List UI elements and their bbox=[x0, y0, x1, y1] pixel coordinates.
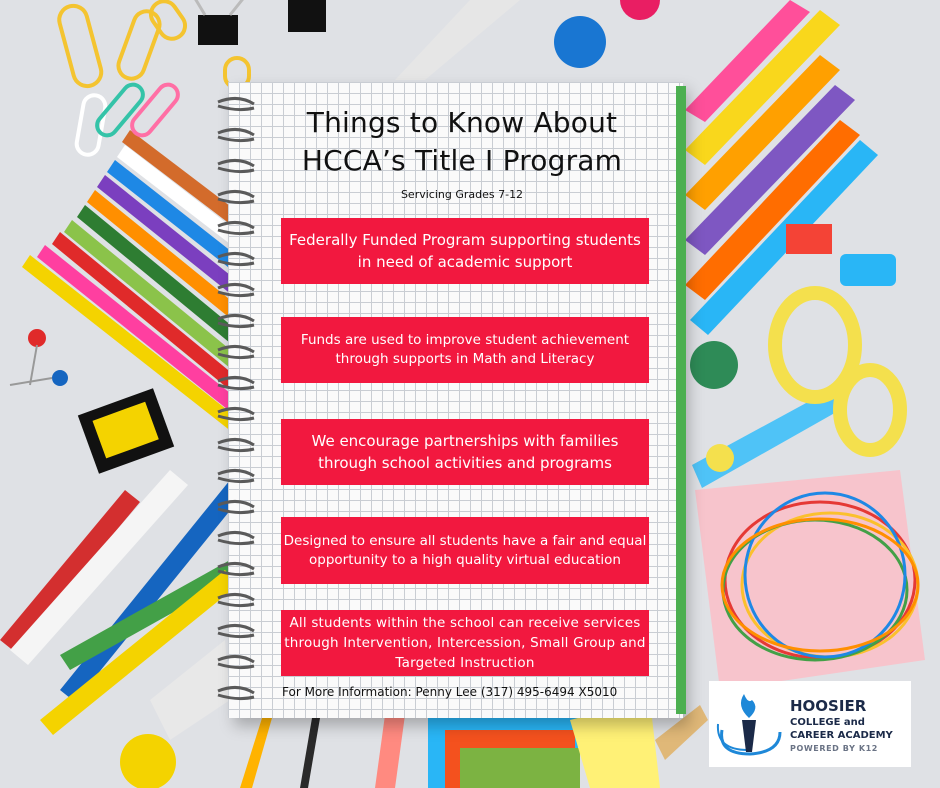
binder-clips bbox=[190, 0, 326, 45]
subtitle: Servicing Grades 7-12 bbox=[400, 188, 524, 201]
info-box-3: We encourage partnerships with families through school activities and programs bbox=[281, 419, 649, 485]
contact-info: For More Information: Penny Lee (317) 495-6494 X5010 bbox=[282, 685, 618, 699]
blue-eraser bbox=[840, 254, 896, 286]
scissors-right bbox=[692, 293, 900, 488]
info-box-5: All students within the school can receive services through Intervention, Intercession, Small Group and Targeted Instruction bbox=[281, 610, 649, 676]
red-eraser bbox=[786, 224, 832, 254]
markers-bottom-left bbox=[0, 470, 245, 740]
pencil-sharpener bbox=[78, 388, 174, 474]
page-title bbox=[262, 104, 662, 180]
info-box-2: Funds are used to improve student achievement through supports in Math and Literacy bbox=[281, 317, 649, 383]
title-line-1: Things to Know About bbox=[306, 106, 618, 139]
torch-logo-icon bbox=[714, 690, 786, 760]
info-box-1: Federally Funded Program supporting students in need of academic support bbox=[281, 218, 649, 284]
scissors-blade bbox=[395, 0, 520, 80]
notebook-cover-edge bbox=[676, 86, 686, 714]
logo-name: HOOSIER bbox=[790, 697, 867, 715]
title-line-2: HCCA’s Title I Program bbox=[301, 144, 623, 177]
info-box-4: Designed to ensure all students have a fair and equal opportunity to a high quality virtual education bbox=[281, 517, 649, 584]
logo-tagline: POWERED BY K12 bbox=[790, 744, 878, 753]
logo-subtitle: COLLEGE and CAREER ACADEMY bbox=[790, 717, 893, 741]
spiral-binding bbox=[214, 96, 260, 716]
